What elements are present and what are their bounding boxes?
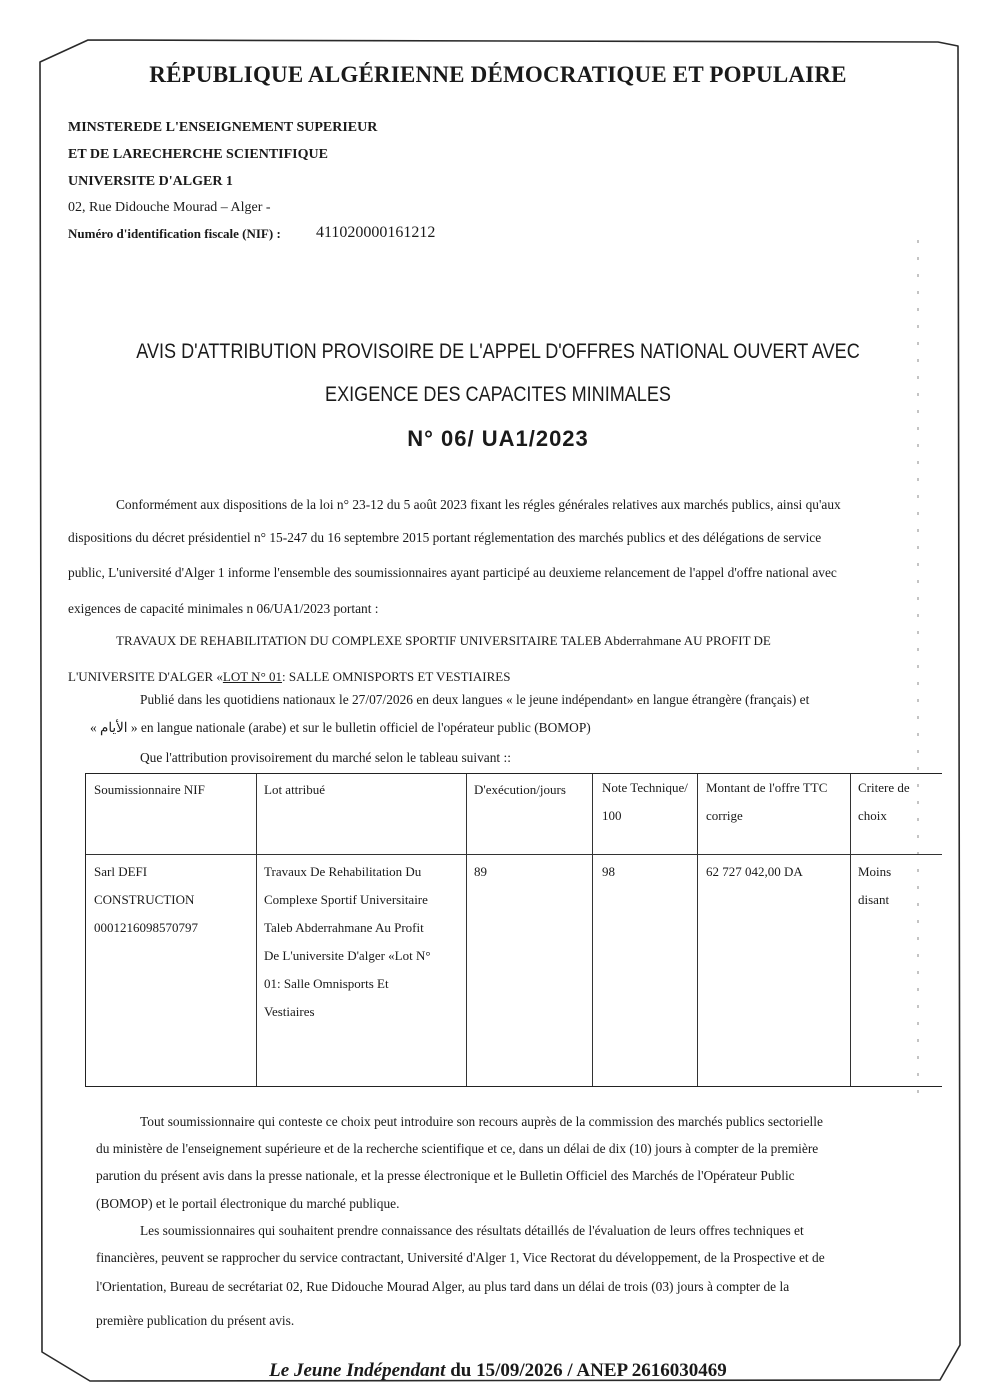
p2-line4: (BOMOP) et le portail électronique du marché publique. xyxy=(96,1196,400,1211)
p2-line2: du ministère de l'enseignement supérieure et de la recherche scientifique et ce, dans un délai de dix (10) jours à compter de la première xyxy=(96,1141,819,1156)
p2-line3: parution du présent avis dans la presse nationale, et la presse électronique et le Bulletin Officiel des Marchés de l'Opérateur Public xyxy=(96,1168,795,1183)
publication-footer xyxy=(0,1360,996,1382)
objet-line1: TRAVAUX DE REHABILITATION DU COMPLEXE SPORTIF UNIVERSITAIRE TALEB Abderrahmane AU PROFIT DE xyxy=(116,633,771,648)
header-note: Note Technique/ 100 xyxy=(602,780,688,823)
publie-line1: Publié dans les quotidiens nationaux le 27/07/2026 en deux langues « le jeune indépendant» en langue étrangère (français) et xyxy=(140,692,810,707)
table-divider xyxy=(850,774,851,1086)
table-divider xyxy=(466,774,467,1086)
header-montant: Montant de l'offre TTC corrige xyxy=(706,780,828,823)
p3-line1: Les soumissionnaires qui souhaitent prendre connaissance des résultats détaillés de l'évaluation de leurs offres techniques et xyxy=(140,1223,804,1238)
objet-line2-end: : SALLE OMNISPORTS ET VESTIAIRES xyxy=(282,669,511,684)
avis-title-line2: EXIGENCE DES CAPACITES MINIMALES xyxy=(325,383,671,406)
objet-lot-number: LOT N° 01 xyxy=(222,669,283,684)
table-row-soumissionnaire xyxy=(94,858,254,942)
p1-line4: exigences de capacité minimales n 06/UA1/2023 portant : xyxy=(68,601,379,616)
p1-line2: dispositions du décret présidentiel n° 15-247 du 16 septembre 2015 portant réglementation des marchés publics et des délégations de service xyxy=(68,530,822,545)
p3-line3: l'Orientation, Bureau de secrétariat 02, Rue Didouche Mourad Alger, au plus tard dans un délai de trois (03) jours à compter de la xyxy=(96,1279,790,1294)
table-divider xyxy=(592,774,593,1086)
attribution-intro: Que l'attribution provisoirement du marché selon le tableau suivant :: xyxy=(140,750,511,765)
soumissionnaire-name-line1: Sarl DEFI xyxy=(94,864,148,879)
republique-title: RÉPUBLIQUE ALGÉRIENNE DÉMOCRATIQUE ET POPULAIRE xyxy=(149,62,847,87)
p2-line1: Tout soumissionnaire qui conteste ce choix peut introduire son recours auprès de la commission des marchés publics sectorielle xyxy=(140,1114,823,1129)
p1-line1: Conformément aux dispositions de la loi n° 23-12 du 5 août 2023 fixant les régles générales relatives aux marchés publics, ainsi qu'aux xyxy=(116,497,841,512)
table-divider xyxy=(697,774,698,1086)
journal-name: Le Jeune Indépendant xyxy=(269,1360,446,1381)
table-row-note: 98 xyxy=(602,864,615,879)
table-row-critere: Moins disant xyxy=(858,864,892,907)
objet-line2-start: L'UNIVERSITE D'ALGER « xyxy=(68,669,223,684)
avis-title-line1: AVIS D'ATTRIBUTION PROVISOIRE DE L'APPEL D'OFFRES NATIONAL OUVERT AVEC xyxy=(136,340,860,363)
universite-name: UNIVERSITE D'ALGER 1 xyxy=(68,174,233,189)
table-header-divider xyxy=(86,854,942,855)
ministere-line1: MINSTEREDE L'ENSEIGNEMENT SUPERIEUR xyxy=(68,120,378,135)
header-soumissionnaire: Soumissionnaire NIF xyxy=(94,782,205,797)
objet-line2 xyxy=(68,669,510,685)
p3-line2: financières, peuvent se rapprocher du service contractant, Université d'Alger 1, Vice Rectorat du développement, de la Prospective et de xyxy=(96,1250,825,1265)
p1-line3: public, L'université d'Alger 1 informe l'ensemble des soumissionnaires ayant participé au deuxieme relancement de l'appel d'offre national avec xyxy=(68,565,837,580)
header-lot: Lot attribué xyxy=(264,782,326,797)
soumissionnaire-nif: 0001216098570797 xyxy=(94,920,198,935)
table-row-delai: 89 xyxy=(474,864,487,879)
soumissionnaire-name-line2: CONSTRUCTION xyxy=(94,892,195,907)
table-divider xyxy=(256,774,257,1086)
p3-line4: première publication du présent avis. xyxy=(96,1313,295,1328)
nif-value: 411020000161212 xyxy=(316,224,436,241)
table-row-lot: Travaux De Rehabilitation Du Complexe Sportif Universitaire Taleb Abderrahmane Au Profit De L'universite D'alger «Lot N° 01: Salle Omnisports Et Vestiaires xyxy=(264,864,431,1019)
header-delai: D'exécution/jours xyxy=(474,782,566,797)
publie-line2: « الأيام » en langue nationale (arabe) et sur le bulletin officiel de l'opérateur public (BOMOP) xyxy=(90,720,591,735)
ministere-line2: ET DE LARECHERCHE SCIENTIFIQUE xyxy=(68,147,328,162)
avis-numero: N° 06/ UA1/2023 xyxy=(407,426,589,451)
attribution-table xyxy=(85,773,942,1087)
header-critere: Critere de choix xyxy=(858,780,910,823)
table-row-montant: 62 727 042,00 DA xyxy=(706,864,803,879)
publication-reference: du 15/09/2026 / ANEP 2616030469 xyxy=(445,1360,727,1381)
nif-label: Numéro d'identification fiscale (NIF) : xyxy=(68,226,281,241)
universite-address: 02, Rue Didouche Mourad – Alger - xyxy=(68,200,271,215)
